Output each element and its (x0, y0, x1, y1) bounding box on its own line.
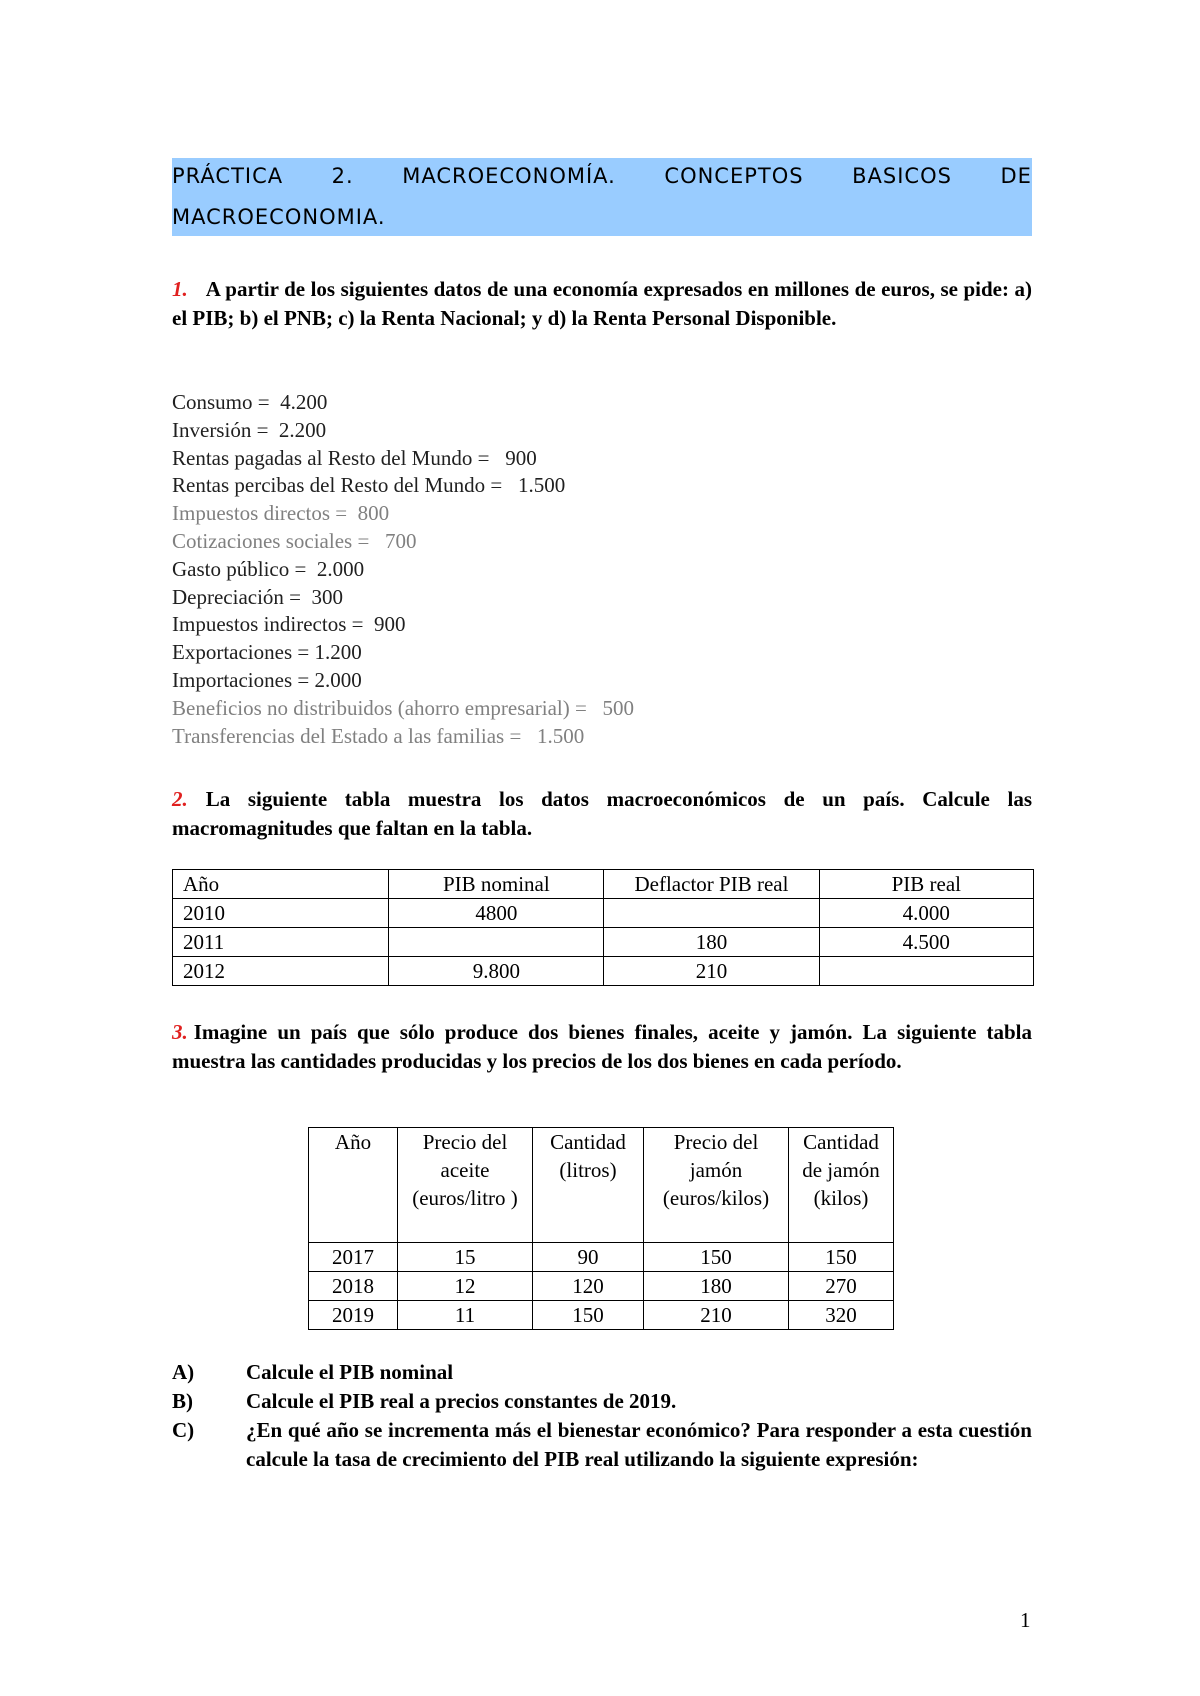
table-cell: 270 (789, 1272, 894, 1301)
table-row (173, 928, 1034, 957)
goods-production-table (308, 1127, 894, 1330)
table-cell (389, 928, 604, 957)
table-cell: 4.500 (819, 928, 1033, 957)
question-text: A partir de los siguientes datos de una economía expresados en millones de euros, se pide: a) el PIB; b) el PNB; c) la Renta Nacional; y d) la Renta Personal Disponible. (172, 277, 1032, 330)
data-item: Consumo = 4.200 (172, 390, 328, 414)
table-cell: 2012 (173, 957, 389, 986)
subquestion-text: Calcule el PIB real a precios constantes de 2019. (246, 1389, 677, 1413)
question-2 (172, 785, 1032, 843)
table-header-cell: Precio del aceite (euros/litro ) (398, 1128, 533, 1243)
data-item: Cotizaciones sociales = 700 (172, 528, 417, 553)
subquestions (172, 1358, 1032, 1474)
subquestion-label: C) (172, 1418, 195, 1442)
title-line-2: MACROECONOMIA. (172, 205, 386, 229)
table-cell (819, 957, 1033, 986)
question-text: La siguiente tabla muestra los datos macroeconómicos de un país. Calcule las macromagnitudes que faltan en la tabla. (172, 787, 1032, 840)
data-item: Beneficios no distribuidos (ahorro empresarial) = 500 (172, 695, 635, 720)
title-word: BASICOS (852, 164, 952, 188)
table-cell: 2018 (309, 1272, 398, 1301)
table-header-cell: PIB real (819, 870, 1033, 899)
macro-data-table (172, 869, 1034, 986)
economic-data-list (172, 389, 634, 750)
data-item: Transferencias del Estado a las familias = 1.500 (172, 723, 585, 748)
subquestion-text: Calcule el PIB nominal (246, 1360, 454, 1384)
table-cell: 12 (398, 1272, 533, 1301)
data-item: Importaciones = 2.000 (172, 667, 362, 692)
table-header-row (173, 870, 1034, 899)
table-row (173, 899, 1034, 928)
subquestion-b (172, 1387, 1032, 1416)
table-cell: 210 (644, 1301, 789, 1330)
question-number: 1. (172, 277, 188, 301)
table-header-cell: Deflactor PIB real (604, 870, 819, 899)
table-cell: 320 (789, 1301, 894, 1330)
table-cell: 2010 (173, 899, 389, 928)
table-cell: 11 (398, 1301, 533, 1330)
table-cell: 150 (533, 1301, 644, 1330)
table-header-cell: Año (173, 870, 389, 899)
subquestion-label: A) (172, 1360, 195, 1384)
data-item: Rentas pagadas al Resto del Mundo = 900 (172, 445, 537, 470)
subquestion-text: ¿En qué año se incrementa más el bienestar económico? Para responder a esta cuestión calcule la tasa de crecimiento del PIB real utilizando la siguiente expresión: (246, 1418, 1032, 1471)
table-cell (604, 899, 819, 928)
table-cell: 9.800 (389, 957, 604, 986)
table-cell: 210 (604, 957, 819, 986)
table-header-row (309, 1128, 894, 1243)
practice-title (172, 158, 1032, 236)
data-item: Depreciación = 300 (172, 584, 344, 609)
table-row (309, 1272, 894, 1301)
data-item: Impuestos directos = 800 (172, 501, 390, 526)
table-cell: 2017 (309, 1243, 398, 1272)
question-3 (172, 1018, 1032, 1076)
subquestion-label: B) (172, 1389, 193, 1413)
title-word: MACROECONOMÍA. (402, 164, 616, 188)
table-cell: 4.000 (819, 899, 1033, 928)
data-item: Gasto público = 2.000 (172, 556, 365, 581)
table-cell: 180 (604, 928, 819, 957)
table-cell: 180 (644, 1272, 789, 1301)
page-number: 1 (1020, 1608, 1031, 1632)
subquestion-a (172, 1358, 1032, 1387)
data-item: Inversión = 2.200 (172, 417, 327, 442)
data-item: Exportaciones = 1.200 (172, 640, 362, 665)
table-cell: 90 (533, 1243, 644, 1272)
title-word: 2. (331, 164, 354, 188)
data-item: Rentas percibas del Resto del Mundo = 1.500 (172, 473, 566, 498)
table-cell: 150 (644, 1243, 789, 1272)
title-line-1 (172, 158, 1032, 194)
data-item: Impuestos indirectos = 900 (172, 612, 406, 637)
question-number: 2. (172, 787, 188, 811)
question-text: Imagine un país que sólo produce dos bienes finales, aceite y jamón. La siguiente tabla muestra las cantidades producidas y los precios de los dos bienes en cada período. (172, 1020, 1032, 1073)
table-row (309, 1301, 894, 1330)
title-word: CONCEPTOS (664, 164, 804, 188)
table-cell: 150 (789, 1243, 894, 1272)
title-word: PRÁCTICA (172, 164, 284, 188)
table-header-cell: Cantidad de jamón (kilos) (789, 1128, 894, 1243)
subquestion-c (172, 1416, 1032, 1474)
table-cell: 4800 (389, 899, 604, 928)
question-number: 3. (172, 1020, 188, 1044)
table-header-cell: Precio del jamón (euros/kilos) (644, 1128, 789, 1243)
table-row (173, 957, 1034, 986)
table-cell: 2019 (309, 1301, 398, 1330)
table-header-cell: Año (309, 1128, 398, 1243)
table-header-cell: Cantidad (litros) (533, 1128, 644, 1243)
title-word: DE (1000, 164, 1032, 188)
table-header-cell: PIB nominal (389, 870, 604, 899)
question-1 (172, 275, 1032, 333)
table-cell: 15 (398, 1243, 533, 1272)
table-cell: 120 (533, 1272, 644, 1301)
table-cell: 2011 (173, 928, 389, 957)
table-row (309, 1243, 894, 1272)
